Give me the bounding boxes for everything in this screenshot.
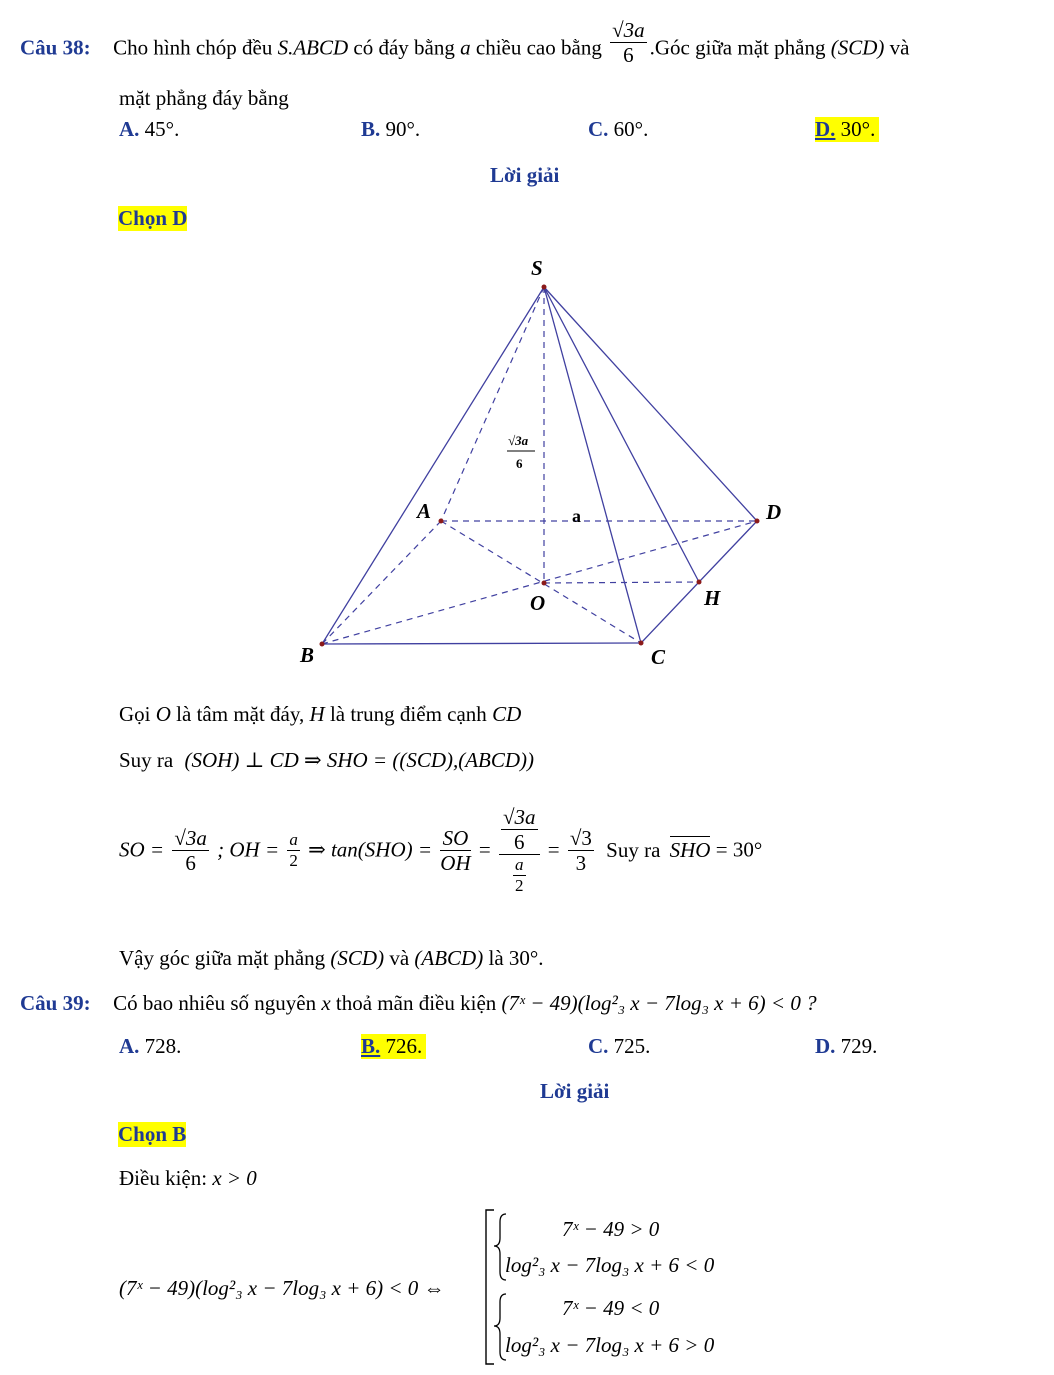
math: (ABCD): [414, 946, 484, 970]
q39-text: thoả mãn điều kiện: [335, 991, 497, 1015]
q39-sys2b: log²₃ x − 7log₃ x + 6 > 0: [505, 1333, 715, 1357]
text: Gọi: [119, 702, 151, 726]
math: ; OH =: [217, 837, 280, 862]
point-O: [542, 581, 547, 586]
option-letter: C.: [588, 1034, 609, 1058]
q39-inequality: (7ˣ − 49)(log²₃ x − 7log₃ x + 6) < 0 ?: [501, 991, 817, 1015]
q38-a: a: [460, 35, 471, 60]
math: =: [547, 837, 560, 862]
num: SO: [440, 826, 470, 851]
q38-step3: [119, 805, 762, 895]
den: OH: [440, 850, 471, 875]
math: ⇒ tan(SHO) =: [308, 837, 433, 862]
point-B: [320, 642, 325, 647]
option-value: 90°.: [385, 117, 421, 141]
q39-x: x: [321, 991, 331, 1015]
square-bracket: [486, 1210, 494, 1364]
q39-sys2a: 7ˣ − 49 < 0: [562, 1296, 660, 1320]
math: = 30°: [715, 837, 763, 862]
q38-text: có đáy bằng: [353, 35, 455, 60]
math: =: [478, 837, 491, 862]
q38-text: chiều cao bằng: [475, 35, 602, 60]
math-expression: (SOH) ⊥ CD ⇒ SHO = ((SCD),(ABCD)): [184, 748, 535, 772]
num: √3a: [174, 825, 207, 850]
math: x > 0: [212, 1166, 257, 1190]
q39-label: Câu 39:: [20, 991, 91, 1015]
q39-solution-title: Lời giải: [540, 1079, 610, 1103]
num: √3a: [502, 805, 536, 829]
option-value: 60°.: [613, 117, 649, 141]
num: a: [289, 830, 298, 850]
text: và: [389, 946, 410, 970]
option-letter: B.: [361, 1034, 381, 1058]
q38-label: Câu 38:: [20, 35, 91, 60]
edge-AB: [322, 521, 441, 644]
q38-text: và: [889, 35, 910, 60]
q39-option-b-correct[interactable]: [361, 1034, 426, 1059]
option-value: 725.: [613, 1034, 651, 1058]
q38-option-a[interactable]: [119, 117, 179, 142]
q39-option-c[interactable]: [588, 1034, 650, 1059]
text: là: [488, 946, 504, 970]
q38-line1: [20, 18, 910, 68]
math: 30°.: [508, 946, 544, 970]
q39-equivalence-lhs: (7ˣ − 49)(log²₃ x − 7log₃ x + 6) < 0 ⇔: [119, 1276, 445, 1300]
inner-den: [513, 855, 526, 895]
point-D: [755, 519, 760, 524]
option-letter: C.: [588, 117, 609, 141]
q39-text: Có bao nhiêu số nguyên: [113, 991, 317, 1015]
q39-option-a[interactable]: [119, 1034, 181, 1059]
den: 6: [185, 850, 196, 875]
text: Suy ra: [606, 837, 661, 862]
segment-OH: [544, 582, 699, 583]
fraction-tan: [440, 826, 470, 875]
text: Suy ra: [119, 748, 174, 772]
den: 2: [515, 875, 524, 895]
label-edge-a: a: [572, 506, 581, 526]
den: 2: [289, 850, 298, 870]
option-value: 45°.: [144, 117, 180, 141]
angle-SHO: SHO: [669, 837, 711, 862]
label-height-num: √3a: [508, 433, 529, 448]
q38-solution-title: Lời giải: [490, 163, 560, 187]
fraction-result: [568, 826, 594, 875]
q39-option-d[interactable]: [815, 1034, 877, 1059]
option-letter: D.: [815, 117, 836, 141]
math: (SCD): [330, 946, 385, 970]
label-O: O: [530, 591, 546, 615]
q38-option-d-correct[interactable]: [815, 117, 879, 142]
q38-choice: Chọn D: [118, 206, 188, 230]
option-value: 30°.: [840, 117, 876, 141]
label-B: B: [300, 643, 315, 667]
num: a: [515, 855, 524, 875]
q38-height-fraction: [610, 18, 647, 67]
point-S: [542, 285, 547, 290]
num: √3: [569, 825, 592, 850]
option-value: 726.: [385, 1034, 423, 1058]
edge-SB: [322, 287, 544, 644]
label-S: S: [531, 256, 543, 280]
option-letter: A.: [119, 117, 140, 141]
text: là tâm mặt đáy,: [176, 702, 305, 726]
text: Vậy góc giữa mặt phẳng: [119, 946, 326, 970]
label-height-den: 6: [516, 456, 523, 471]
edge-SH: [544, 287, 699, 582]
fraction-compound: [499, 805, 540, 895]
q38-step4: [119, 946, 544, 971]
q38-text: .Góc giữa mặt phẳng: [649, 35, 826, 60]
label-H: H: [704, 586, 721, 610]
symbol-O: O: [155, 702, 171, 726]
option-letter: A.: [119, 1034, 140, 1058]
label-D: D: [766, 500, 782, 524]
q38-option-c[interactable]: [588, 117, 648, 142]
q38-text: Cho hình chóp đều: [113, 35, 273, 60]
q38-option-b[interactable]: [361, 117, 420, 142]
compound-den: [499, 855, 540, 895]
q38-height-num: √3a: [612, 18, 645, 42]
q38-pyramid: S.ABCD: [277, 35, 349, 60]
option-value: 729.: [840, 1034, 878, 1058]
q38-line2: mặt phẳng đáy bằng: [119, 86, 289, 110]
text: là trung điểm cạnh: [329, 702, 487, 726]
q38-height-den: 6: [623, 43, 634, 68]
label-C: C: [651, 645, 666, 669]
q39-line1: [20, 991, 817, 1016]
point-C: [639, 641, 644, 646]
option-letter: B.: [361, 117, 381, 141]
den: 3: [575, 850, 587, 875]
point-A: [439, 519, 444, 524]
q38-step2: [119, 748, 534, 773]
q39-sys1a: 7ˣ − 49 > 0: [562, 1217, 660, 1241]
den: 6: [514, 830, 525, 855]
fraction-oh: [287, 830, 300, 870]
edge-SA: [441, 287, 544, 521]
inner-num: [501, 805, 538, 854]
symbol-H: H: [309, 702, 325, 726]
option-value: 728.: [144, 1034, 182, 1058]
q38-plane: (SCD): [830, 35, 885, 60]
q38-step1: [119, 702, 521, 727]
label-A: A: [417, 499, 432, 523]
option-letter: D.: [815, 1034, 836, 1058]
q39-condition: [119, 1166, 257, 1191]
pyramid-figure: [290, 250, 800, 680]
symbol-CD: CD: [492, 702, 522, 726]
fraction-so: [172, 826, 209, 875]
compound-num: [499, 805, 540, 855]
edge-BC: [322, 643, 641, 644]
math: SO =: [119, 837, 165, 862]
text: Điều kiện:: [119, 1166, 208, 1190]
q39-sys1b: log²₃ x − 7log₃ x + 6 < 0: [505, 1253, 715, 1277]
point-H: [697, 580, 702, 585]
q39-choice: Chọn B: [118, 1122, 187, 1146]
